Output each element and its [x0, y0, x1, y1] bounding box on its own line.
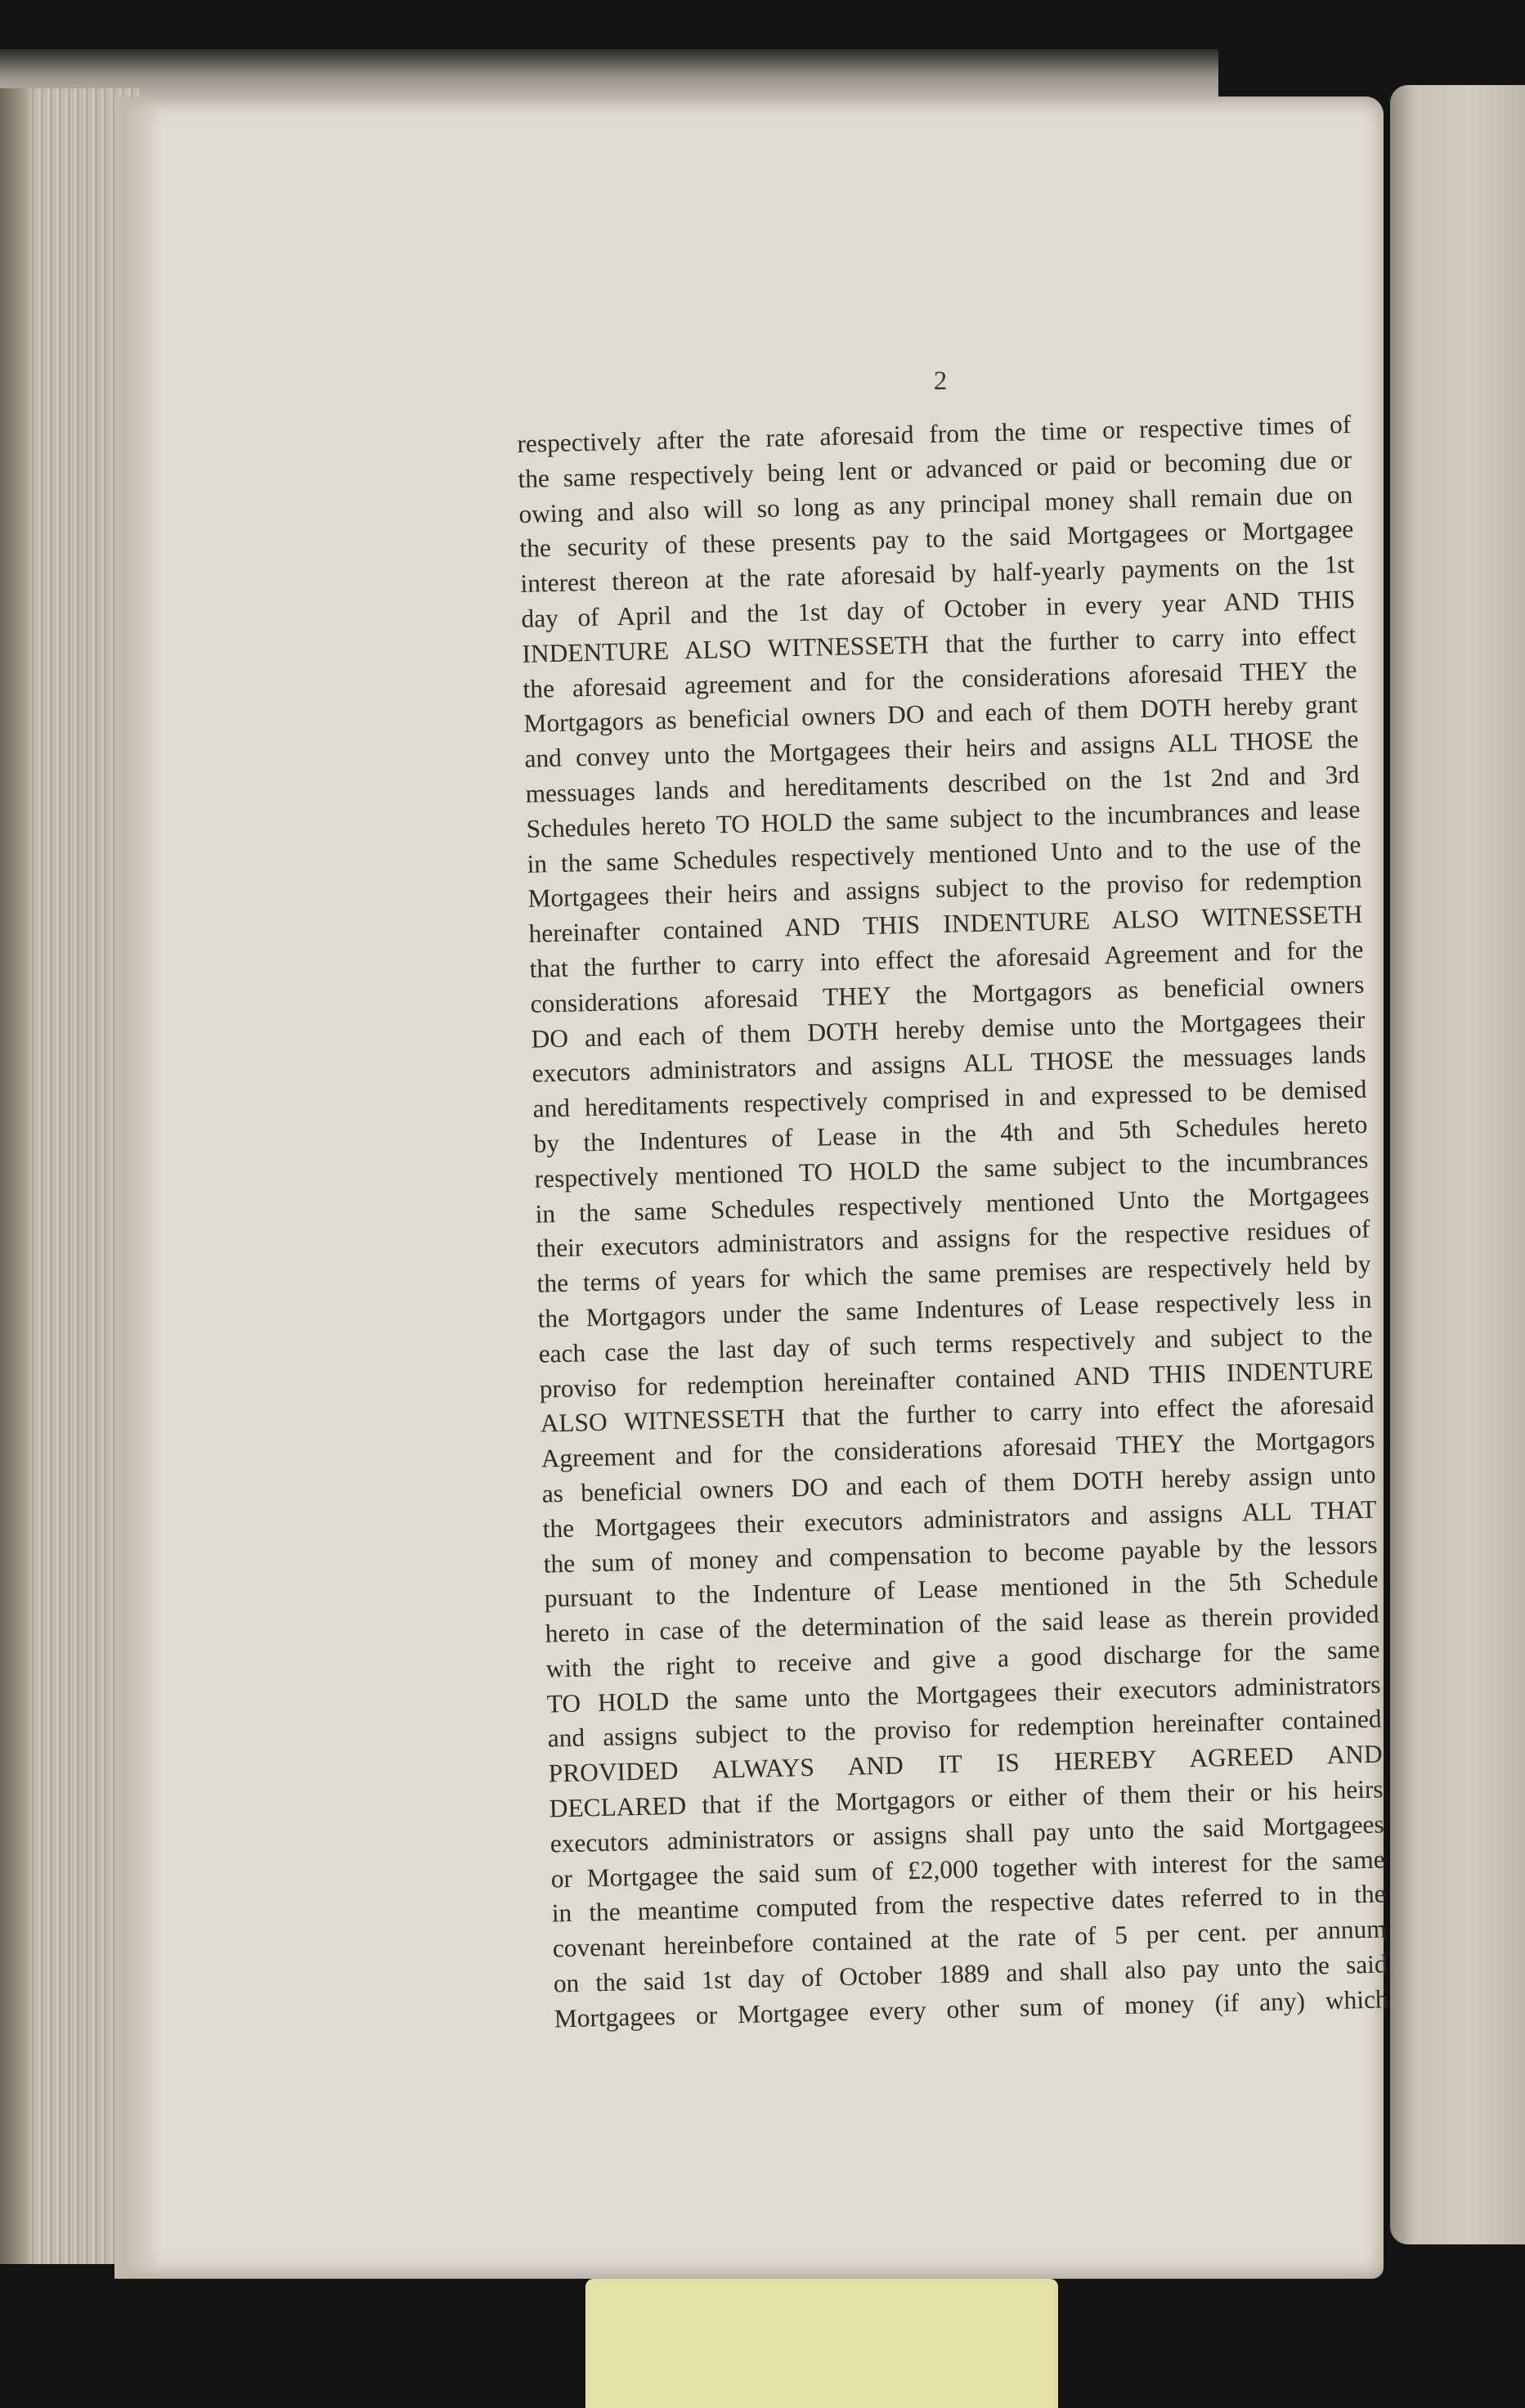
- text-line: messuages lands and hereditaments described on the 1st 2nd and 3rd: [525, 759, 1360, 808]
- text-line: respectively after the rate aforesaid from the time or respective times of: [517, 409, 1352, 458]
- text-line: day of April and the 1st day of October in every year AND THIS: [521, 584, 1356, 633]
- text-line: INDENTURE ALSO WITNESSETH that the further to carry into effect: [522, 619, 1357, 668]
- text-line: in the same Schedules respectively mentioned Unto the Mortgagees: [535, 1179, 1370, 1229]
- text-line: Agreement and for the considerations aforesaid THEY the Mortgagors: [540, 1424, 1375, 1473]
- text-line: as beneficial owners DO and each of them DOTH hereby assign unto: [541, 1459, 1376, 1508]
- text-line: their executors administrators and assigns for the respective residues of: [536, 1215, 1370, 1264]
- text-line: owing and also will so long as any principal money shall remain due on: [518, 479, 1353, 528]
- page-number: 2: [933, 366, 948, 396]
- book-binding-edge: [0, 49, 1218, 100]
- text-line: hereto in case of the determination of the said lease as therein provided: [545, 1599, 1379, 1648]
- text-line: TO HOLD the same unto the Mortgagees their executors administrators: [546, 1669, 1381, 1718]
- text-line: and convey unto the Mortgagees their heirs and assigns ALL THOSE the: [524, 725, 1359, 774]
- text-line: considerations aforesaid THEY the Mortgagors as beneficial owners: [530, 969, 1365, 1018]
- text-line: and assigns subject to the proviso for redemption hereinafter contained: [547, 1705, 1382, 1754]
- text-line: with the right to receive and give a good discharge for the same: [545, 1634, 1380, 1683]
- text-line: the Mortgagors under the same Indentures of Lease respectively less in: [537, 1284, 1372, 1333]
- text-line: on the said 1st day of October 1889 and shall also pay unto the said: [553, 1949, 1388, 1998]
- text-line: hereinafter contained AND THIS INDENTURE ALSO WITNESSETH: [528, 899, 1363, 948]
- page-edge-stain: [0, 88, 34, 2264]
- text-line: the aforesaid agreement and for the considerations aforesaid THEY the: [523, 654, 1357, 703]
- text-line: proviso for redemption hereinafter contained AND THIS INDENTURE: [539, 1354, 1374, 1404]
- text-line: and hereditaments respectively comprised in and expressed to be demised: [532, 1074, 1367, 1123]
- text-line: executors administrators or assigns shall pay unto the said Mortgagees: [549, 1809, 1384, 1858]
- next-page-edge: [1390, 85, 1525, 2244]
- text-line: in the same Schedules respectively mentioned Unto and to the use of the: [527, 829, 1361, 878]
- text-line: in the meantime computed from the respective dates referred to in the: [551, 1879, 1386, 1928]
- page-gutter-shadow: [114, 97, 164, 2279]
- text-line: Schedules hereto TO HOLD the same subject to the incumbrances and lease: [526, 794, 1361, 843]
- text-line: each case the last day of such terms respectively and subject to the: [538, 1319, 1373, 1368]
- text-line: interest thereon at the rate aforesaid by half-yearly payments on the 1st: [520, 550, 1355, 599]
- text-line: Mortgagees or Mortgagee every other sum of money (if any) which: [554, 1984, 1388, 2033]
- text-line: respectively mentioned TO HOLD the same subject to the incumbrances: [534, 1144, 1369, 1193]
- text-line: the sum of money and compensation to become payable by the lessors: [543, 1530, 1378, 1579]
- text-line: DECLARED that if the Mortgagors or either of them their or his heirs: [549, 1774, 1384, 1823]
- text-line: covenant hereinbefore contained at the rate of 5 per cent. per annum: [552, 1914, 1387, 1963]
- text-line: that the further to carry into effect the aforesaid Agreement and for the: [529, 934, 1364, 983]
- text-line: or Mortgagee the said sum of £2,000 together with interest for the same: [550, 1844, 1385, 1894]
- text-line: executors administrators and assigns ALL THOSE the messuages lands: [532, 1040, 1366, 1089]
- text-line: PROVIDED ALWAYS AND IT IS HEREBY AGREED AND: [548, 1739, 1383, 1788]
- text-line: the terms of years for which the same premises are respectively held by: [536, 1249, 1371, 1298]
- text-line: the Mortgagees their executors administrators and assigns ALL THAT: [542, 1494, 1377, 1543]
- paper-tab: [585, 2279, 1058, 2408]
- text-line: the same respectively being lent or advanced or paid or becoming due or: [518, 444, 1352, 493]
- text-line: the security of these presents pay to the said Mortgagees or Mortgagee: [519, 514, 1354, 564]
- text-line: Mortgagees their heirs and assigns subject to the proviso for redemption: [527, 865, 1362, 914]
- text-line: DO and each of them DOTH hereby demise unto the Mortgagees their: [531, 1004, 1366, 1054]
- text-line: by the Indentures of Lease in the 4th and 5th Schedules hereto: [533, 1109, 1368, 1158]
- text-line: ALSO WITNESSETH that the further to carry into effect the aforesaid: [540, 1389, 1375, 1438]
- page-body-text: [517, 407, 1388, 2037]
- text-line: pursuant to the Indenture of Lease mentioned in the 5th Schedule: [544, 1564, 1379, 1613]
- text-line: Mortgagors as beneficial owners DO and each of them DOTH hereby grant: [523, 690, 1358, 739]
